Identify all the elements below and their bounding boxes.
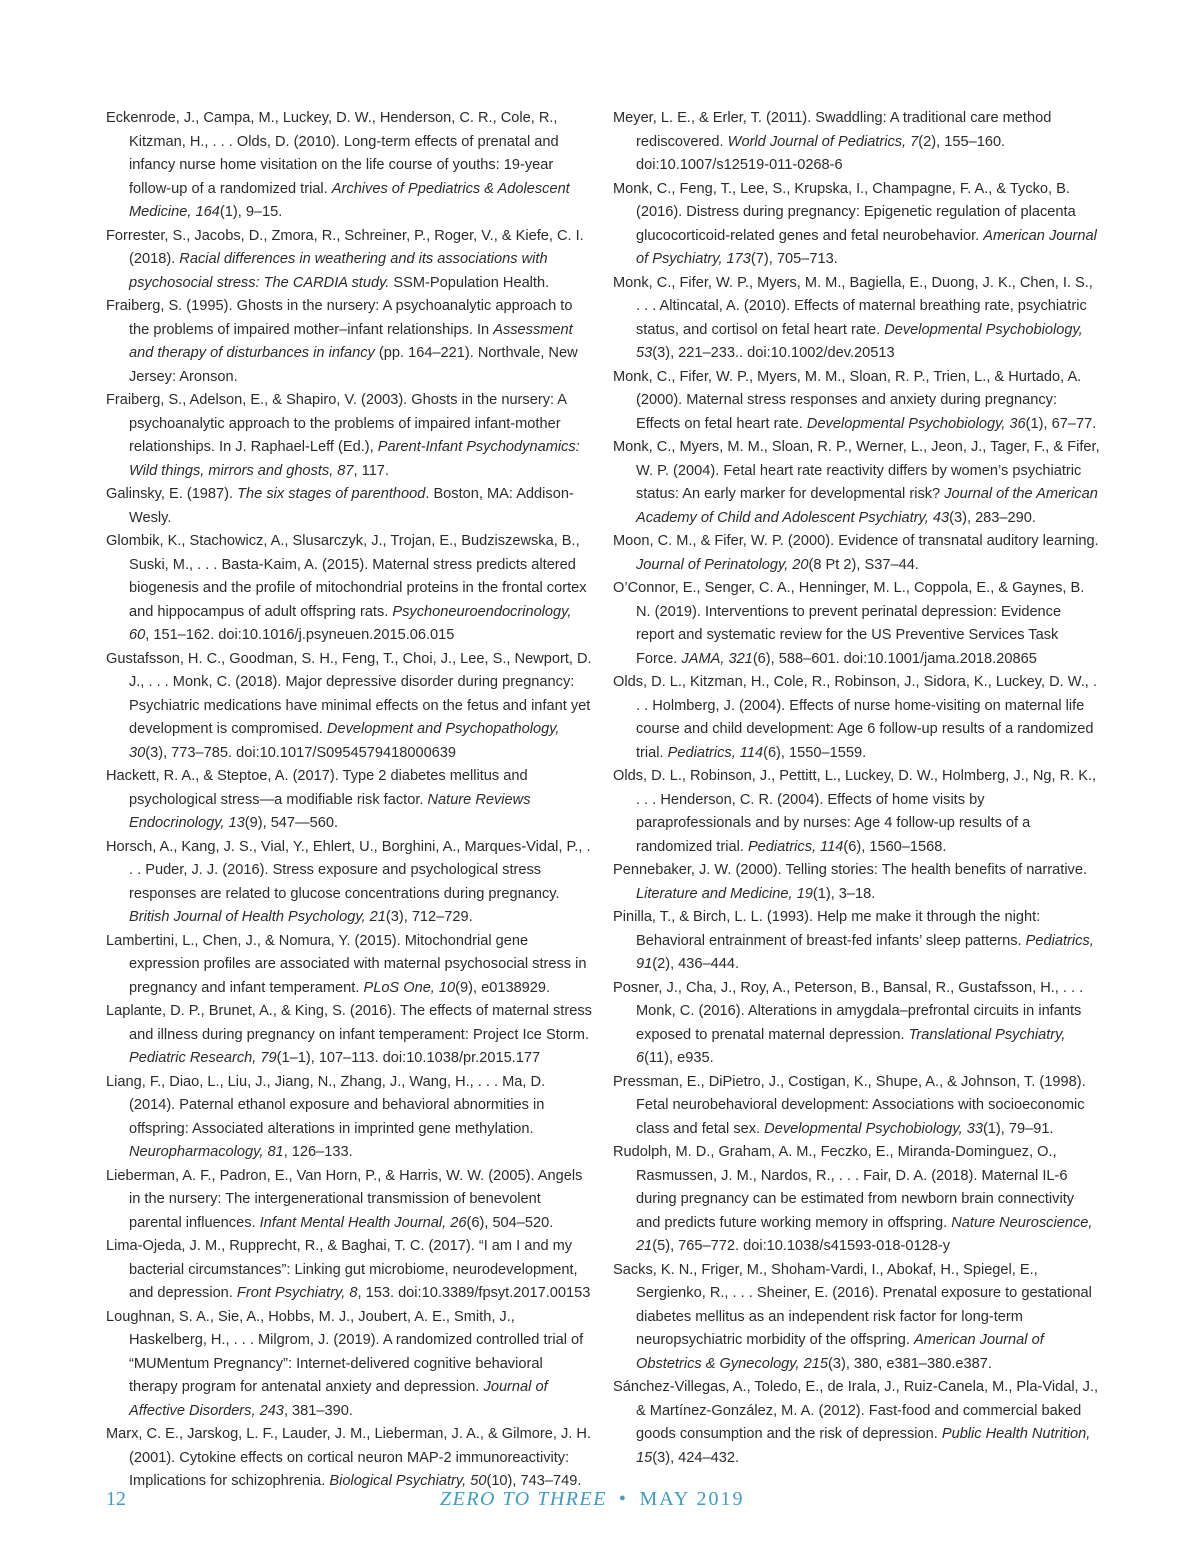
reference-entry — [106, 1423, 593, 1494]
reference-details: (1), 9–15. — [219, 204, 283, 220]
reference-details: (1), 3–18. — [812, 885, 876, 902]
reference-details: (3), 283–290. — [949, 509, 1036, 526]
reference-entry — [613, 859, 1100, 906]
reference-text: Galinsky, E. (1987). — [106, 486, 238, 502]
reference-text: Pinilla, T., & Birch, L. L. (1993). Help me make it through the night: Behavioral entrainment of breast-fed infants’ sleep patterns. — [613, 909, 1041, 949]
reference-entry — [106, 648, 593, 766]
reference-details: (10), 743–749. — [486, 1473, 582, 1489]
reference-source: Journal of the American Academy of Child and Adolescent Psychiatry, 43 — [636, 486, 1098, 526]
reference-entry — [613, 436, 1100, 530]
reference-entry — [613, 272, 1100, 366]
reference-source: British Journal of Health Psychology, 21 — [129, 909, 386, 925]
reference-details: (1–1), 107–113. doi:10.1038/pr.2015.177 — [276, 1050, 541, 1066]
reference-entry — [613, 1071, 1100, 1142]
reference-entry — [106, 1165, 593, 1236]
reference-details: (1), 79–91. — [982, 1120, 1054, 1137]
reference-source: American Journal of Obstetrics & Gynecology, 215 — [636, 1332, 1044, 1372]
reference-details: (3), 773–785. doi:10.1017/S0954579418000639 — [145, 744, 457, 761]
reference-text: Marx, C. E., Jarskog, L. F., Lauder, J. M., Lieberman, J. A., & Gilmore, J. H. (2001). Cytokine effects on cortical neuron MAP-2 immunoreactivity: Implications for schizophrenia. — [106, 1426, 591, 1489]
reference-text: Fraiberg, S. (1995). Ghosts in the nursery: A psychoanalytic approach to the problems of impaired mother–infant relationships. In — [106, 298, 573, 338]
reference-entry — [613, 366, 1100, 437]
reference-entry — [106, 1235, 593, 1306]
reference-details: (6), 504–520. — [466, 1214, 554, 1231]
reference-details: . Boston, MA: Addison-Wesly. — [129, 486, 574, 526]
reference-text: Horsch, A., Kang, J. S., Vial, Y., Ehlert, U., Borghini, A., Marques-Vidal, P., . . . Puder, J. J. (2016). Stress exposure and psychological stress responses are related to glucose concentrations during pregnancy. — [106, 838, 591, 902]
reference-entry — [613, 178, 1100, 272]
reference-details: (3), 424–432. — [652, 1449, 740, 1466]
reference-text: Liang, F., Diao, L., Liu, J., Jiang, N., Zhang, J., Wang, H., . . . Ma, D. (2014). Paternal ethanol exposure and behavioral abnormities in offspring: Associated alterations in imprinted gene methylation. — [106, 1073, 546, 1137]
reference-source: Developmental Psychobiology, 36 — [806, 415, 1026, 432]
reference-text: Hackett, R. A., & Steptoe, A. (2017). Type 2 diabetes mellitus and psychological stress—a modifiable risk factor. — [106, 768, 528, 808]
reference-entry — [106, 295, 593, 389]
reference-source: Developmental Psychobiology, 53 — [636, 321, 1083, 361]
reference-entry — [106, 530, 593, 648]
reference-source: Pediatrics, 91 — [636, 932, 1094, 972]
reference-entry — [613, 1141, 1100, 1259]
reference-source: Neuropharmacology, 81 — [129, 1144, 284, 1160]
reference-source: JAMA, 321 — [681, 650, 753, 667]
reference-details: , 381–390. — [283, 1402, 353, 1419]
reference-text: Monk, C., Fifer, W. P., Myers, M. M., Sloan, R. P., Trien, L., & Hurtado, A. (2000). Maternal stress responses and anxiety during pregnancy: Effects on fetal heart rate. — [613, 368, 1082, 432]
reference-source: American Journal of Psychiatry, 173 — [636, 227, 1097, 267]
page-footer — [0, 1488, 1200, 1518]
reference-text: Pennebaker, J. W. (2000). Telling stories: The health benefits of narrative. — [613, 862, 1088, 878]
reference-details: (2), 155–160. doi:10.1007/s12519-011-0268-6 — [636, 133, 1006, 173]
reference-details: (2), 436–444. — [652, 956, 740, 972]
reference-entry — [613, 530, 1100, 577]
page-number: 12 — [106, 1488, 126, 1510]
reference-entry — [106, 389, 593, 483]
reference-source: Biological Psychiatry, 50 — [329, 1473, 487, 1489]
reference-text: Loughnan, S. A., Sie, A., Hobbs, M. J., Joubert, A. E., Smith, J., Haskelberg, H., . . . Milgrom, J. (2019). A randomized controlled trial of “MUMentum Pregnancy”: Internet-delivered cognitive behavioral therapy program for antenatal anxiety and depression. — [106, 1308, 584, 1395]
issue-date: MAY 2019 — [639, 1488, 745, 1510]
publication-line — [440, 1488, 745, 1511]
reference-text: Lima-Ojeda, J. M., Rupprecht, R., & Baghai, T. C. (2017). “I am I and my bacterial circumstances”: Linking gut microbiome, neurodevelopment, and depression. — [106, 1238, 578, 1301]
reference-source: Psychoneuroendocrinology, 60 — [129, 603, 572, 643]
reference-source: Journal of Perinatology, 20 — [636, 556, 809, 573]
reference-entry — [106, 1071, 593, 1165]
reference-text: Pressman, E., DiPietro, J., Costigan, K., Shupe, A., & Johnson, T. (1998). Fetal neurobehavioral development: Associations with socioeconomic class and fetal sex. — [613, 1073, 1086, 1137]
reference-entry — [106, 1306, 593, 1424]
reference-text: Fraiberg, S., Adelson, E., & Shapiro, V. (2003). Ghosts in the nursery: A psychoanalytic approach to the problems of impaired infant-mother relationships. In J. Raphael-Leff (Ed.), — [106, 392, 567, 455]
reference-text: Laplante, D. P., Brunet, A., & King, S. (2016). The effects of maternal stress and illness during pregnancy on infant temperament: Project Ice Storm. — [106, 1003, 592, 1043]
reference-source: Pediatrics, 114 — [667, 744, 764, 761]
reference-source: PLoS One, 10 — [363, 979, 456, 996]
reference-details: , 117. — [353, 462, 389, 479]
reference-entry — [106, 483, 593, 530]
reference-source: Pediatrics, 114 — [747, 838, 844, 855]
reference-details: (7), 705–713. — [750, 251, 838, 267]
reference-source: Archives of Ppediatrics & Adolescent Medicine, 164 — [129, 180, 570, 220]
reference-source: The six stages of parenthood — [237, 486, 426, 502]
reference-details: (1), 67–77. — [1025, 415, 1097, 432]
reference-source: Public Health Nutrition, 15 — [636, 1426, 1091, 1466]
reference-text: Olds, D. L., Kitzman, H., Cole, R., Robinson, J., Sidora, K., Luckey, D. W., . . . Holmberg, J. (2004). Effects of nurse home-visiting on maternal life course and child development: Age 6 follow-up results of a randomized trial. — [613, 674, 1097, 761]
reference-text: Posner, J., Cha, J., Roy, A., Peterson, B., Bansal, R., Gustafsson, H., . . . Monk, C. (2016). Alterations in amygdala–prefrontal circuits in infants exposed to prenatal maternal depression. — [613, 979, 1084, 1043]
reference-source: Journal of Affective Disorders, 243 — [129, 1379, 548, 1419]
reference-details: (6), 588–601. doi:10.1001/jama.2018.20865 — [752, 650, 1037, 667]
reference-source: Parent-Infant Psychodynamics: Wild things, mirrors and ghosts, 87 — [129, 439, 580, 479]
reference-entry — [613, 765, 1100, 859]
reference-text: Moon, C. M., & Fifer, W. P. (2000). Evidence of transnatal auditory learning. — [613, 533, 1099, 549]
reference-details: , 153. doi:10.3389/fpsyt.2017.00153 — [357, 1285, 591, 1301]
reference-entry — [613, 671, 1100, 765]
reference-source: Assessment and therapy of disturbances in infancy — [129, 321, 573, 361]
reference-entry — [613, 577, 1100, 671]
reference-text: Sánchez-Villegas, A., Toledo, E., de Irala, J., Ruiz-Canela, M., Pla-Vidal, J., & Martínez-González, M. A. (2012). Fast-food and commercial baked goods consumption and the risk of depression. — [613, 1379, 1099, 1442]
reference-entry — [106, 1000, 593, 1071]
footer-separator: • — [618, 1488, 628, 1510]
reference-source: Translational Psychiatry, 6 — [636, 1026, 1066, 1066]
reference-source: Developmental Psychobiology, 33 — [764, 1120, 983, 1137]
reference-text: Lambertini, L., Chen, J., & Nomura, Y. (2015). Mitochondrial gene expression profiles are associated with maternal psychosocial stress in pregnancy and infant temperament. — [106, 932, 587, 996]
reference-text: Monk, C., Myers, M. M., Sloan, R. P., Werner, L., Jeon, J., Tager, F., & Fifer, W. P. (2004). Fetal heart rate reactivity differs by women’s psychiatric status: An early marker for developmental risk? — [613, 439, 1100, 502]
reference-details: (3), 380, e381–380.e387. — [827, 1355, 992, 1372]
reference-text: Eckenrode, J., Campa, M., Luckey, D. W., Henderson, C. R., Cole, R., Kitzman, H., . . . Olds, D. (2010). Long-term effects of prenatal and infancy nurse home visitation on the life course of youths: 19-year follow-up of a randomized trial. — [106, 110, 559, 197]
reference-entry — [106, 765, 593, 836]
reference-details: (9), e0138929. — [455, 979, 551, 996]
reference-details: (pp. 164–221). Northvale, New Jersey: Aronson. — [129, 345, 578, 385]
reference-text: Monk, C., Feng, T., Lee, S., Krupska, I., Champagne, F. A., & Tycko, B. (2016). Distress during pregnancy: Epigenetic regulation of placenta glucocorticoid-related genes and fetal neurobehavior. — [613, 180, 1076, 244]
reference-entry — [106, 930, 593, 1001]
reference-source: World Journal of Pediatrics, 7 — [727, 133, 919, 150]
reference-source: Front Psychiatry, 8 — [236, 1285, 358, 1301]
reference-source: Pediatric Research, 79 — [129, 1050, 277, 1066]
reference-source: Racial differences in weathering and its associations with psychosocial stress: The CARDIA study. — [129, 251, 548, 291]
reference-entry — [613, 1376, 1100, 1470]
reference-details: (11), e935. — [644, 1050, 714, 1066]
reference-entry — [613, 107, 1100, 178]
reference-details: , 126–133. — [283, 1144, 353, 1160]
reference-entry — [613, 906, 1100, 977]
reference-text: Olds, D. L., Robinson, J., Pettitt, L., Luckey, D. W., Holmberg, J., Ng, R. K., . . . Henderson, C. R. (2004). Effects of home visits by paraprofessionals and by nurses: Age 4 follow-up results of a randomized trial. — [613, 768, 1097, 855]
reference-source: Nature Reviews Endocrinology, 13 — [129, 791, 531, 831]
reference-text: Monk, C., Fifer, W. P., Myers, M. M., Bagiella, E., Duong, J. K., Chen, I. S., . . . Altincatal, A. (2010). Effects of maternal breathing rate, psychiatric status, and cortisol on fetal heart rate. — [613, 274, 1093, 338]
reference-text: Glombik, K., Stachowicz, A., Slusarczyk, J., Trojan, E., Budziszewska, B., Suski, M., . . . Basta-Kaim, A. (2015). Maternal stress predicts altered biogenesis and the profile of mitochondrial proteins in the frontal cortex and hippocampus of adult offspring rats. — [106, 533, 587, 620]
reference-text: Forrester, S., Jacobs, D., Zmora, R., Schreiner, P., Roger, V., & Kiefe, C. I. (2018). — [106, 227, 584, 267]
reference-entry — [613, 1259, 1100, 1377]
reference-details: (3), 221–233.. doi:10.1002/dev.20513 — [652, 345, 895, 361]
reference-source: Literature and Medicine, 19 — [636, 885, 813, 902]
reference-source: Infant Mental Health Journal, 26 — [259, 1214, 467, 1231]
reference-entry — [613, 977, 1100, 1071]
reference-details: SSM-Population Health. — [389, 274, 550, 291]
reference-source: Nature Neuroscience, 21 — [636, 1214, 1093, 1254]
reference-details: (9), 547—560. — [244, 815, 339, 831]
reference-source: Development and Psychopathology, 30 — [129, 721, 560, 761]
reference-details: (6), 1550–1559. — [763, 744, 867, 761]
reference-details: (3), 712–729. — [385, 909, 473, 925]
reference-details: (5), 765–772. doi:10.1038/s41593-018-0128-y — [652, 1238, 951, 1254]
reference-details: , 151–162. doi:10.1016/j.psyneuen.2015.06.015 — [145, 627, 455, 643]
reference-text: Meyer, L. E., & Erler, T. (2011). Swaddling: A traditional care method rediscovered. — [613, 110, 1052, 150]
references-left-column — [106, 107, 593, 1494]
reference-text: Rudolph, M. D., Graham, A. M., Feczko, E., Miranda-Dominguez, O., Rasmussen, J. M., Nardos, R., . . . Fair, D. A. (2018). Maternal IL-6 during pregnancy can be estimated from newborn brain connectivity and predicts future working memory in offspring. — [613, 1144, 1075, 1231]
reference-details: (6), 1560–1568. — [843, 838, 947, 855]
reference-details: (8 Pt 2), S37–44. — [808, 556, 919, 573]
reference-text: O’Connor, E., Senger, C. A., Henninger, M. L., Coppola, E., & Gaynes, B. N. (2019). Interventions to prevent perinatal depression: Evidence report and systematic review for the US Preventive Services Task Force. — [613, 580, 1085, 667]
reference-entry — [106, 836, 593, 930]
reference-text: Gustafsson, H. C., Goodman, S. H., Feng, T., Choi, J., Lee, S., Newport, D. J., . . . Monk, C. (2018). Major depressive disorder during pregnancy: Psychiatric medications have minimal effects on the fetus and infant yet development is compromised. — [106, 650, 592, 737]
references-right-column — [613, 107, 1100, 1470]
reference-entry — [106, 225, 593, 296]
publication-name: ZERO TO THREE — [440, 1488, 607, 1510]
reference-text: Lieberman, A. F., Padron, E., Van Horn, P., & Harris, W. W. (2005). Angels in the nursery: The intergenerational transmission of benevolent parental influences. — [106, 1167, 583, 1231]
reference-entry — [106, 107, 593, 225]
reference-text: Sacks, K. N., Friger, M., Shoham-Vardi, I., Abokaf, H., Spiegel, E., Sergienko, R., . . . Sheiner, E. (2016). Prenatal exposure to gestational diabetes mellitus as an independent risk factor for long-term neuropsychiatric morbidity of the offspring. — [613, 1261, 1092, 1348]
